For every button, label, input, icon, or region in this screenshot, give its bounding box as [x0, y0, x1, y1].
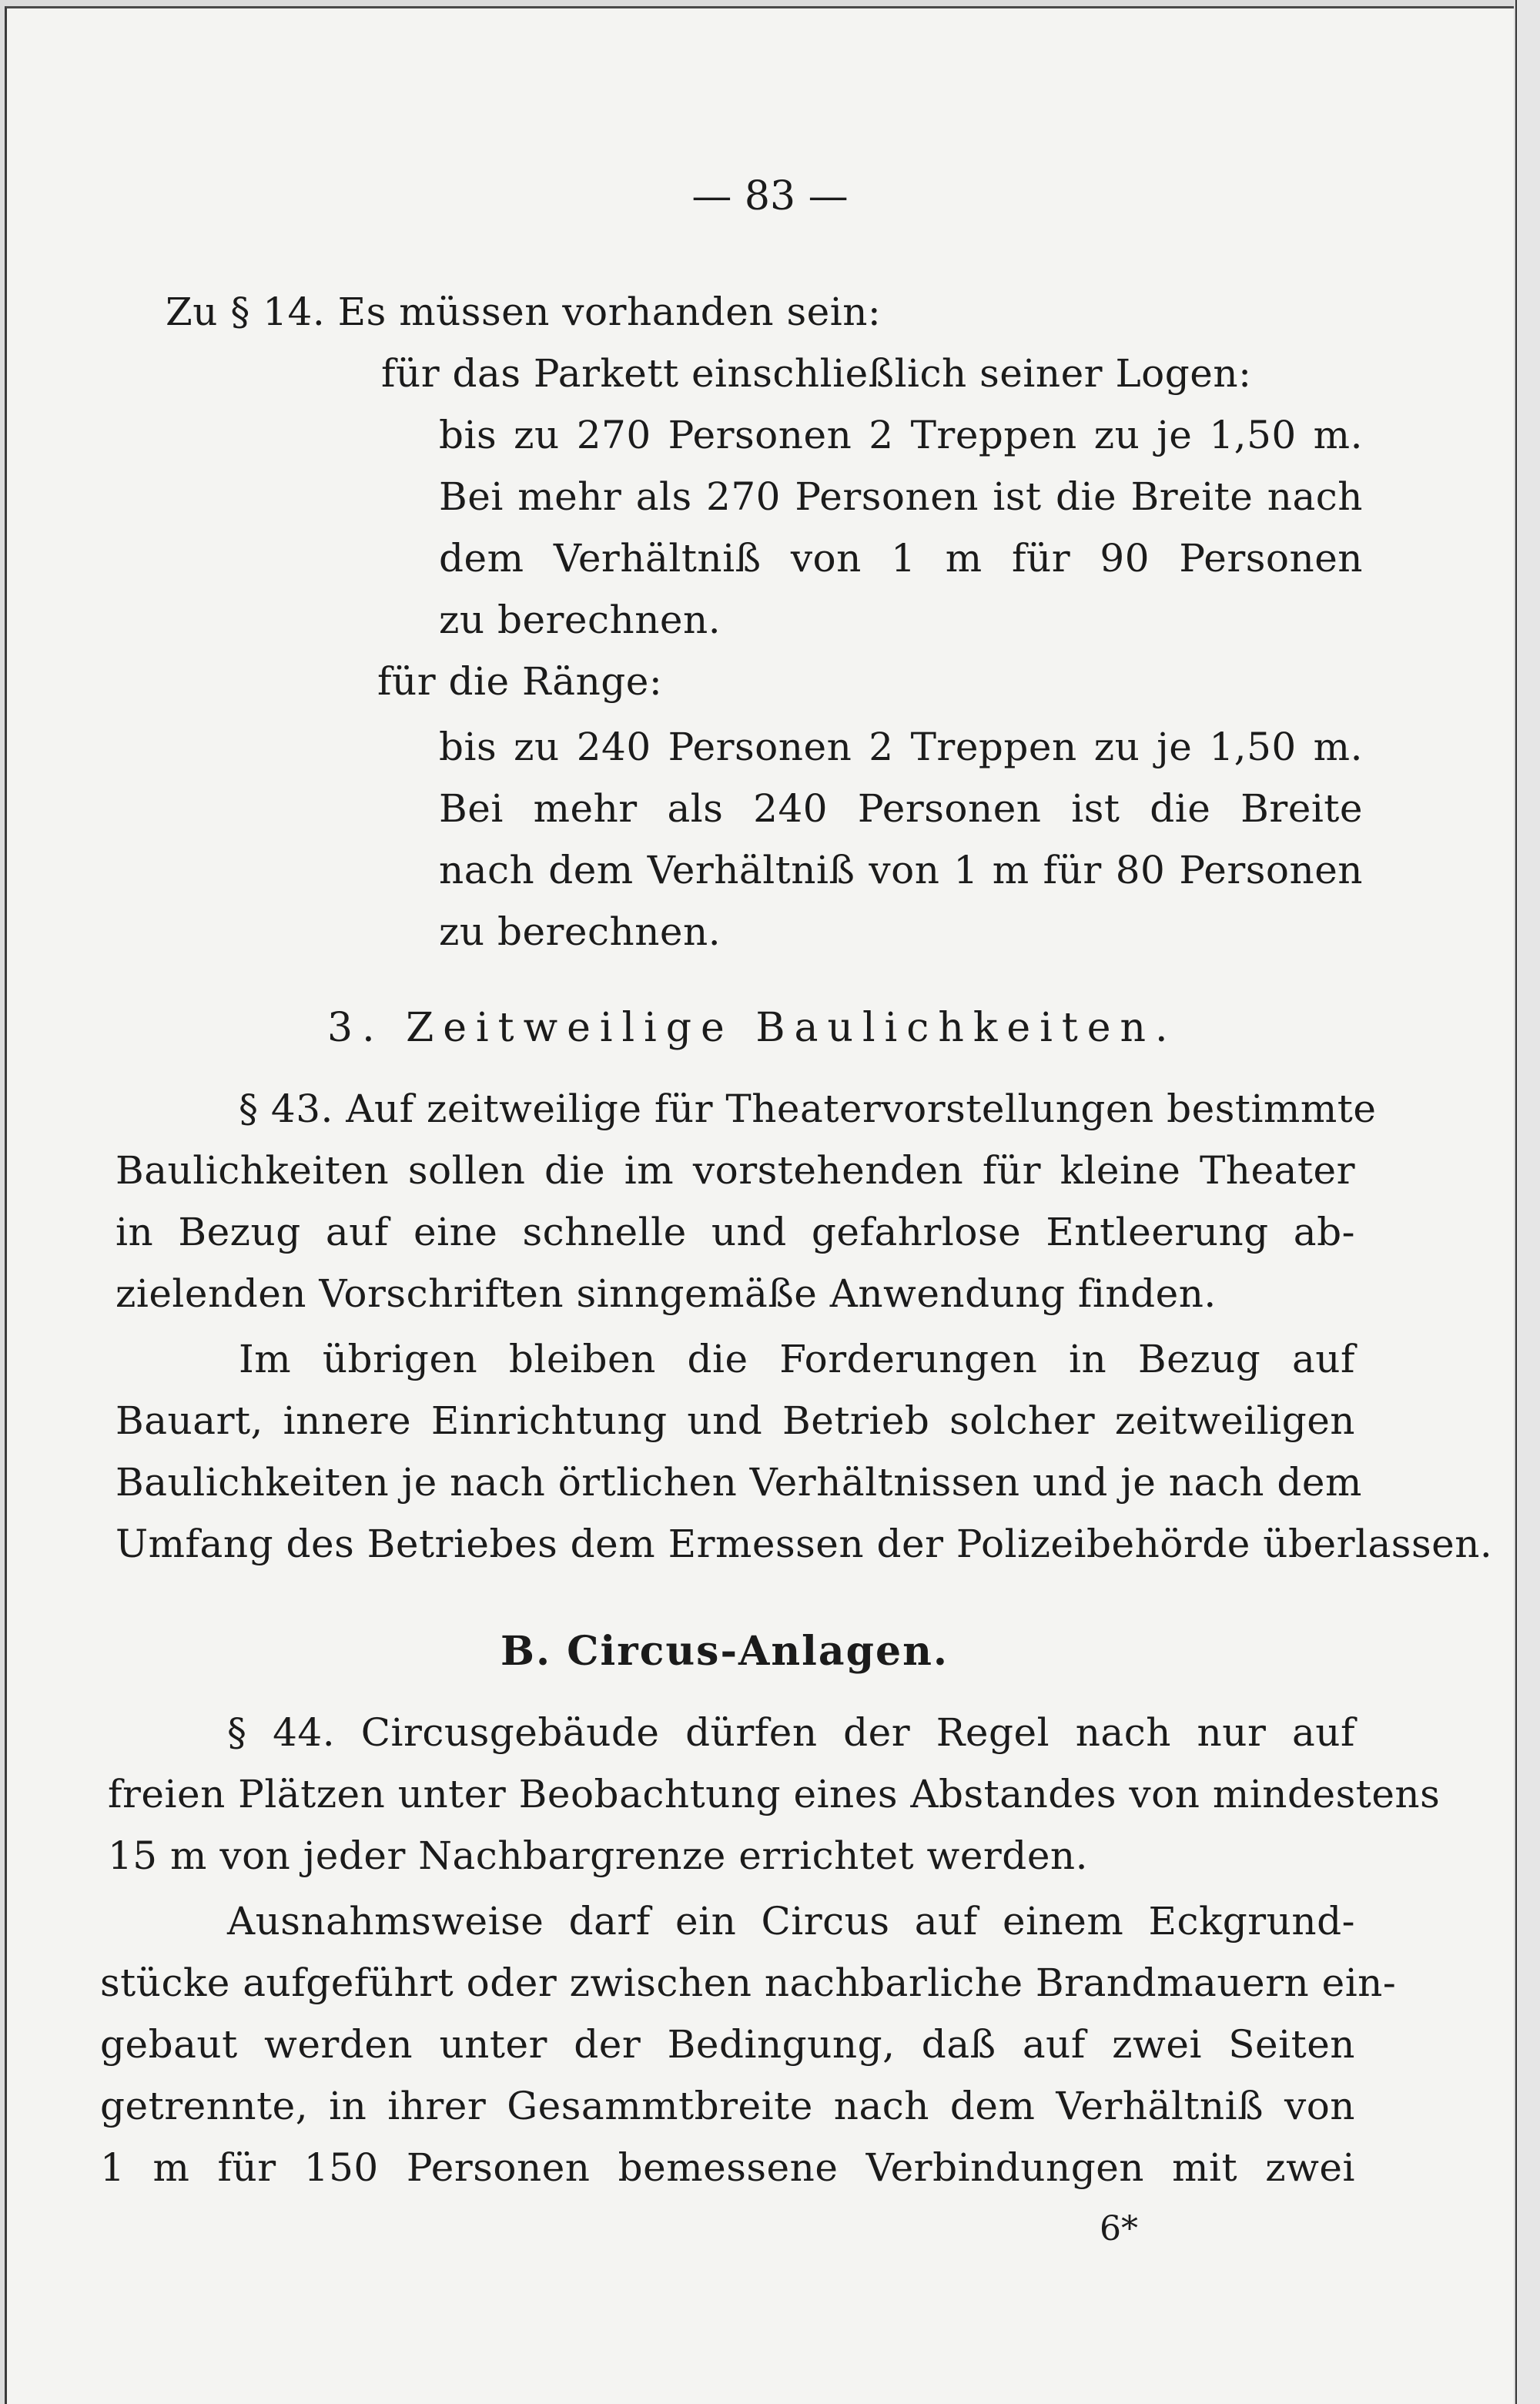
s44-line-8: 1 m für 150 Personen bemessene Verbindungen mit zwei: [100, 2145, 1355, 2190]
s44-line-7: getrennte, in ihrer Gesammtbreite nach dem Verhältniß von: [100, 2084, 1355, 2128]
s44-line-5: stücke aufgeführt oder zwischen nachbarliche Brandmauern ein-: [100, 1960, 1397, 2005]
heading-circus-facilities: B. Circus-Anlagen.: [500, 1628, 949, 1675]
s43-line-2: Baulichkeiten sollen die im vorstehenden für kleine Theater: [116, 1148, 1355, 1193]
page-edge: [1515, 0, 1540, 2404]
s14-line-10: nach dem Verhältniß von 1 m für 80 Personen: [439, 848, 1363, 892]
s14-line-11: zu berechnen.: [439, 909, 721, 954]
s44-line-6: gebaut werden unter der Bedingung, daß auf zwei Seiten: [100, 2022, 1355, 2067]
s14-line-7: für die Ränge:: [377, 659, 663, 704]
heading-temporary-buildings: 3. Zeitweilige Baulichkeiten.: [327, 1005, 1177, 1051]
s44-line-1: § 44. Circusgebäude dürfen der Regel nach nur auf: [227, 1710, 1355, 1755]
s43-line-7: Baulichkeiten je nach örtlichen Verhältnissen und je nach dem: [116, 1460, 1362, 1505]
s44-line-4: Ausnahmsweise darf ein Circus auf einem Eckgrund-: [227, 1899, 1355, 1944]
s44-line-3: 15 m von jeder Nachbargrenze errichtet werden.: [108, 1833, 1088, 1878]
s43-line-1: § 43. Auf zeitweilige für Theatervorstellungen bestimmte: [239, 1086, 1377, 1131]
s14-line-2: für das Parkett einschließlich seiner Logen:: [381, 351, 1252, 396]
s43-line-5: Im übrigen bleiben die Forderungen in Bezug auf: [239, 1337, 1355, 1381]
s43-line-6: Bauart, innere Einrichtung und Betrieb solcher zeitweiligen: [116, 1398, 1355, 1443]
s14-line-1: Zu § 14. Es müssen vorhanden sein:: [166, 290, 882, 334]
s44-line-2: freien Plätzen unter Beobachtung eines Abstandes von mindestens: [108, 1772, 1441, 1816]
s43-line-4: zielenden Vorschriften sinngemäße Anwendung finden.: [116, 1271, 1217, 1316]
s14-line-3: bis zu 270 Personen 2 Treppen zu je 1,50 m.: [439, 413, 1363, 457]
s14-line-8: bis zu 240 Personen 2 Treppen zu je 1,50 m.: [439, 725, 1363, 769]
signature-mark: 6*: [1100, 2209, 1138, 2248]
s43-line-3: in Bezug auf eine schnelle und gefahrlose Entleerung ab-: [116, 1210, 1355, 1254]
page-number: — 83 —: [691, 173, 849, 219]
s14-line-5: dem Verhältniß von 1 m für 90 Personen: [439, 536, 1363, 581]
s14-line-6: zu berechnen.: [439, 598, 721, 642]
s14-line-9: Bei mehr als 240 Personen ist die Breite: [439, 786, 1363, 831]
s14-line-4: Bei mehr als 270 Personen ist die Breite nach: [439, 474, 1363, 519]
s43-line-8: Umfang des Betriebes dem Ermessen der Polizeibehörde überlassen.: [116, 1522, 1493, 1566]
